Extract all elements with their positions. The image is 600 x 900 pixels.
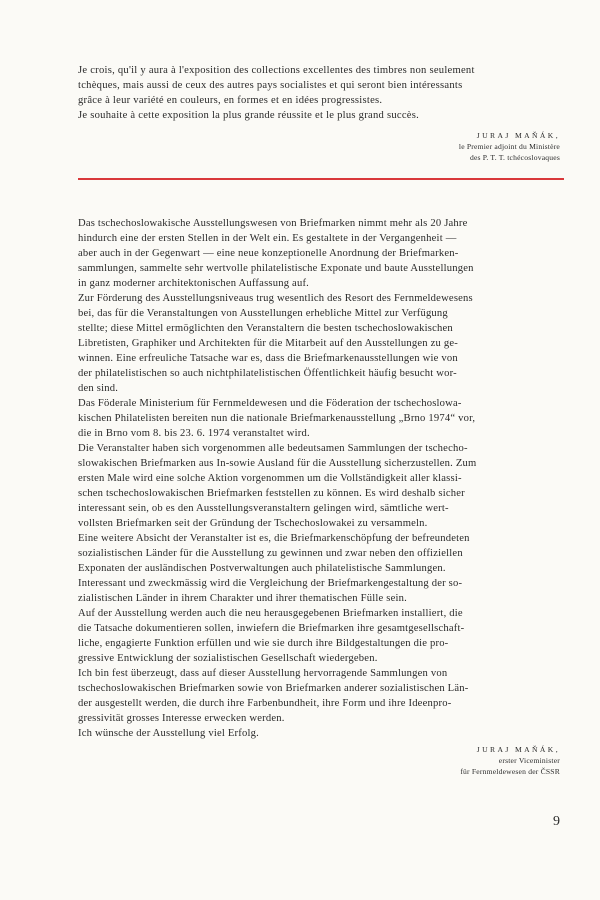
german-line: hindurch eine der ersten Stellen in der Welt ein. Es gestaltete in der Vergangenheit — — [78, 233, 457, 244]
signatory-name: JURAJ MAŇÁK, — [476, 131, 560, 140]
german-line: Ich bin fest überzeugt, dass auf dieser Ausstellung hervorragende Sammlungen von — [78, 668, 448, 679]
german-line: gressivität grosses Interesse erwecken werden. — [78, 713, 285, 724]
german-line: vollsten Briefmarken seit der Gründung der Tschechoslowakei zu versammeln. — [78, 518, 428, 529]
german-line: Interessant und zweckmässig wird die Vergleichung der Briefmarkengestaltung der so- — [78, 578, 463, 589]
german-line: tschechoslowakischen Briefmarken sowie von Briefmarken anderer sozialistischen Län- — [78, 683, 469, 694]
german-line: Exponaten der ausländischen Postverwaltungen auch philatelistische Sammlungen. — [78, 563, 446, 574]
french-line: tchèques, mais aussi de ceux des autres pays socialistes et qui seront bien intéressants — [78, 80, 463, 91]
german-line: winnen. Eine erfreuliche Tatsache war es, dass die Briefmarkenausstellungen wie von — [78, 353, 458, 364]
german-line: interessant sein, ob es den Ausstellungsveranstaltern gelingen wird, sämtliche wert- — [78, 503, 449, 514]
german-line: der philatelistischen so auch nichtphilatelistischen Öffentlichkeit häufig besucht wor- — [78, 368, 457, 379]
german-line: kischen Philatelisten bereiten nun die nationale Briefmarkenausstellung „Brno 1974“ vor, — [78, 413, 476, 424]
german-line: die Tatsache dokumentieren sollen, inwiefern die Briefmarken ihre gesamtgesellschaft- — [78, 623, 465, 634]
german-line: bei, das für die Veranstaltungen von Ausstellungen erhebliche Mittel zur Verfügung — [78, 308, 448, 319]
german-line: schen tschechoslowakischen Briefmarken feststellen zu können. Es wird deshalb sicher — [78, 488, 465, 499]
signatory-title: le Premier adjoint du Ministère — [458, 142, 560, 151]
german-line: die in Brno vom 8. bis 23. 6. 1974 veranstaltet wird. — [78, 428, 310, 439]
german-line: Das Föderale Ministerium für Fernmeldewesen und die Föderation der tschechoslowa- — [78, 398, 462, 409]
french-line: Je souhaite à cette exposition la plus grande réussite et le plus grand succès. — [78, 110, 419, 121]
german-line: Das tschechoslowakische Ausstellungswesen von Briefmarken nimmt mehr als 20 Jahre — [78, 218, 468, 229]
french-signature — [459, 130, 560, 163]
german-line: aber auch in der Gegenwart — eine neue konzeptionelle Anordnung der Briefmarken- — [78, 248, 459, 259]
german-line: Die Veranstalter haben sich vorgenommen alle bedeutsamen Sammlungen der tschecho- — [78, 443, 468, 454]
french-line: grâce à leur variété en couleurs, en formes et en idées progressistes. — [78, 95, 383, 106]
german-line: stellte; diese Mittel ermöglichten den Veranstaltern die besten tschechoslowakischen — [78, 323, 453, 334]
german-message — [78, 216, 566, 741]
german-line: gressive Entwicklung der sozialistischen Gesellschaft wiedergeben. — [78, 653, 378, 664]
signatory-name: JURAJ MAŇÁK, — [476, 745, 560, 754]
german-line: sammlungen, sammelte sehr wertvolle philatelistische Exponate und baute Ausstellungen — [78, 263, 474, 274]
german-line: slowakischen Briefmarken aus In-sowie Ausland für die Ausstellung sicherzustellen. Zum — [78, 458, 477, 469]
german-line: ersten Male wird eine solche Aktion vorgenommen um die Vollständigkeit aller klassi- — [78, 473, 462, 484]
german-line: der ausgestellt werden, die durch ihre Farbenbundheit, ihre Form und ihre Ideenpro- — [78, 698, 452, 709]
red-divider-rule — [78, 178, 564, 180]
german-line: Ich wünsche der Ausstellung viel Erfolg. — [78, 728, 259, 739]
german-line: Libretisten, Graphiker und Architekten für die Mitarbeit auf den Ausstellungen zu ge- — [78, 338, 459, 349]
german-line: Auf der Ausstellung werden auch die neu herausgegebenen Briefmarken installiert, die — [78, 608, 463, 619]
german-line: in ganz moderner architektonischen Auffassung auf. — [78, 278, 310, 289]
signatory-title: des P. T. T. tchécoslovaques — [469, 153, 560, 162]
french-message — [78, 63, 564, 123]
french-line: Je crois, qu'il y aura à l'exposition des collections excellentes des timbres non seulement — [78, 65, 475, 76]
german-signature — [460, 744, 560, 777]
german-line: Zur Förderung des Ausstellungsniveaus trug wesentlich des Resort des Fernmeldewesens — [78, 293, 473, 304]
german-line: zialistischen Länder in ihrem Charakter und ihrer thematischen Fülle sein. — [78, 593, 407, 604]
signatory-title: erster Viceminister — [498, 756, 560, 765]
german-line: den sind. — [78, 383, 119, 394]
german-line: Eine weitere Absicht der Veranstalter ist es, die Briefmarkenschöpfung der befreundeten — [78, 533, 470, 544]
page-number: 9 — [553, 814, 560, 829]
signatory-title: für Fernmeldewesen der ČSSR — [460, 767, 560, 776]
german-line: liche, engagierte Funktion erfüllen und wie sie durch ihre Bildgestaltungen die pro- — [78, 638, 449, 649]
german-line: sozialistischen Länder für die Ausstellung zu gewinnen und zwar neben den offiziellen — [78, 548, 463, 559]
